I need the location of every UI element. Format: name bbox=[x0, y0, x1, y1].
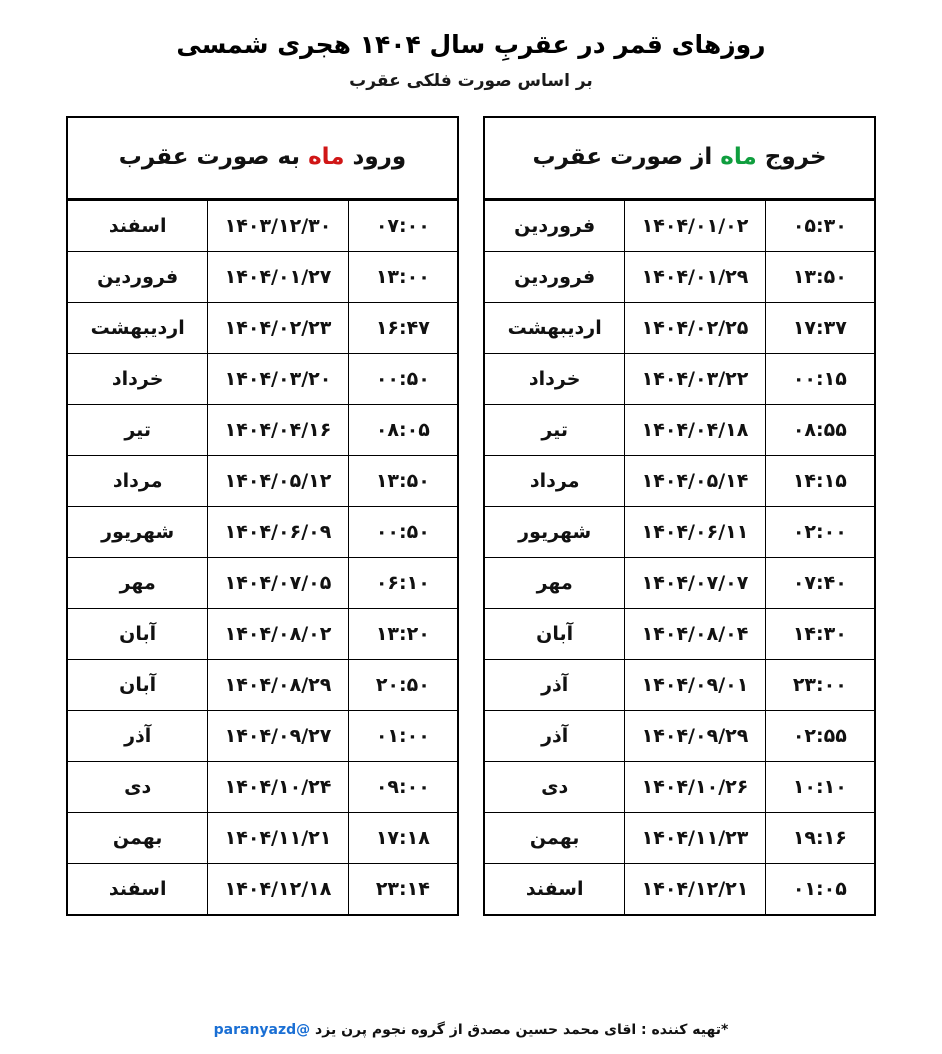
table-row bbox=[68, 812, 457, 863]
cell-date: ۱۴۰۴/۰۶/۱۱ bbox=[625, 506, 765, 557]
table-row bbox=[485, 251, 874, 302]
cell-month: بهمن bbox=[68, 812, 208, 863]
entry-table-block bbox=[66, 116, 459, 916]
cell-month: مرداد bbox=[68, 455, 208, 506]
table-row bbox=[485, 302, 874, 353]
cell-date: ۱۴۰۴/۰۲/۲۳ bbox=[208, 302, 348, 353]
cell-date: ۱۴۰۴/۱۰/۲۴ bbox=[208, 761, 348, 812]
cell-date: ۱۴۰۴/۰۷/۰۵ bbox=[208, 557, 348, 608]
cell-date: ۱۴۰۴/۱۲/۲۱ bbox=[625, 863, 765, 914]
cell-date: ۱۴۰۴/۰۶/۰۹ bbox=[208, 506, 348, 557]
cell-time: ۰۸:۵۵ bbox=[765, 404, 874, 455]
cell-time: ۱۴:۳۰ bbox=[765, 608, 874, 659]
cell-month: شهریور bbox=[68, 506, 208, 557]
table-row bbox=[485, 863, 874, 914]
table-row bbox=[68, 200, 457, 251]
cell-month: آبان bbox=[68, 608, 208, 659]
exit-heading-prefix: خروج bbox=[756, 144, 827, 170]
entry-heading-prefix: ورود bbox=[344, 144, 407, 170]
cell-month: مرداد bbox=[485, 455, 625, 506]
cell-time: ۱۷:۳۷ bbox=[765, 302, 874, 353]
cell-month: اردیبهشت bbox=[68, 302, 208, 353]
exit-table bbox=[485, 200, 874, 914]
cell-date: ۱۴۰۴/۰۹/۰۱ bbox=[625, 659, 765, 710]
exit-heading-suffix: از صورت عقرب bbox=[532, 144, 721, 170]
cell-date: ۱۴۰۴/۰۲/۲۵ bbox=[625, 302, 765, 353]
table-row bbox=[485, 404, 874, 455]
cell-time: ۲۳:۱۴ bbox=[348, 863, 457, 914]
cell-time: ۱۶:۴۷ bbox=[348, 302, 457, 353]
cell-date: ۱۴۰۴/۰۳/۲۲ bbox=[625, 353, 765, 404]
cell-time: ۰۰:۵۰ bbox=[348, 353, 457, 404]
cell-date: ۱۴۰۴/۰۸/۰۲ bbox=[208, 608, 348, 659]
cell-month: تیر bbox=[485, 404, 625, 455]
cell-month: اسفند bbox=[68, 200, 208, 251]
cell-date: ۱۴۰۴/۱۰/۲۶ bbox=[625, 761, 765, 812]
cell-date: ۱۴۰۴/۰۱/۰۲ bbox=[625, 200, 765, 251]
cell-date: ۱۴۰۴/۱۲/۱۸ bbox=[208, 863, 348, 914]
cell-date: ۱۴۰۴/۰۹/۲۷ bbox=[208, 710, 348, 761]
table-row bbox=[485, 710, 874, 761]
cell-month: آذر bbox=[485, 659, 625, 710]
cell-time: ۱۷:۱۸ bbox=[348, 812, 457, 863]
cell-time: ۰۷:۴۰ bbox=[765, 557, 874, 608]
cell-time: ۱۳:۰۰ bbox=[348, 251, 457, 302]
table-row bbox=[485, 812, 874, 863]
cell-month: اردیبهشت bbox=[485, 302, 625, 353]
table-row bbox=[68, 353, 457, 404]
cell-date: ۱۴۰۴/۰۱/۲۹ bbox=[625, 251, 765, 302]
cell-time: ۰۱:۰۰ bbox=[348, 710, 457, 761]
table-row bbox=[68, 404, 457, 455]
cell-date: ۱۴۰۴/۰۷/۰۷ bbox=[625, 557, 765, 608]
cell-time: ۰۲:۵۵ bbox=[765, 710, 874, 761]
table-row bbox=[68, 557, 457, 608]
entry-heading-suffix: به صورت عقرب bbox=[118, 144, 309, 170]
cell-month: خرداد bbox=[68, 353, 208, 404]
cell-month: اسفند bbox=[485, 863, 625, 914]
table-row bbox=[485, 659, 874, 710]
exit-table-body bbox=[485, 200, 874, 914]
table-row bbox=[68, 863, 457, 914]
page-title: روزهای قمر در عقربِ سال ۱۴۰۴ هجری شمسی bbox=[176, 30, 766, 59]
cell-time: ۰۹:۰۰ bbox=[348, 761, 457, 812]
exit-table-heading bbox=[485, 118, 874, 200]
entry-table-body bbox=[68, 200, 457, 914]
table-row bbox=[68, 761, 457, 812]
page-subtitle: بر اساس صورت فلکی عقرب bbox=[349, 71, 593, 91]
cell-date: ۱۴۰۴/۰۵/۱۲ bbox=[208, 455, 348, 506]
cell-time: ۰۰:۱۵ bbox=[765, 353, 874, 404]
cell-time: ۲۰:۵۰ bbox=[348, 659, 457, 710]
cell-time: ۰۲:۰۰ bbox=[765, 506, 874, 557]
cell-date: ۱۴۰۴/۰۵/۱۴ bbox=[625, 455, 765, 506]
footer-handle[interactable]: @paranyazd bbox=[213, 1022, 311, 1038]
cell-month: تیر bbox=[68, 404, 208, 455]
cell-time: ۰۵:۳۰ bbox=[765, 200, 874, 251]
cell-month: دی bbox=[485, 761, 625, 812]
cell-month: اسفند bbox=[68, 863, 208, 914]
cell-time: ۱۰:۱۰ bbox=[765, 761, 874, 812]
cell-time: ۱۹:۱۶ bbox=[765, 812, 874, 863]
cell-time: ۱۳:۲۰ bbox=[348, 608, 457, 659]
table-row bbox=[68, 455, 457, 506]
footer-credit: *تهیه کننده : اقای محمد حسین مصدق از گروه نجوم پرن یزد bbox=[315, 1022, 729, 1038]
table-row bbox=[68, 608, 457, 659]
cell-time: ۱۳:۵۰ bbox=[348, 455, 457, 506]
cell-date: ۱۴۰۴/۰۳/۲۰ bbox=[208, 353, 348, 404]
cell-month: بهمن bbox=[485, 812, 625, 863]
cell-time: ۲۳:۰۰ bbox=[765, 659, 874, 710]
table-row bbox=[485, 506, 874, 557]
document-page bbox=[0, 30, 942, 1054]
cell-time: ۱۳:۵۰ bbox=[765, 251, 874, 302]
cell-month: فروردین bbox=[68, 251, 208, 302]
cell-time: ۰۰:۵۰ bbox=[348, 506, 457, 557]
cell-date: ۱۴۰۴/۰۸/۰۴ bbox=[625, 608, 765, 659]
cell-month: آبان bbox=[68, 659, 208, 710]
table-row bbox=[485, 557, 874, 608]
cell-month: شهریور bbox=[485, 506, 625, 557]
table-row bbox=[68, 506, 457, 557]
table-row bbox=[68, 302, 457, 353]
cell-month: خرداد bbox=[485, 353, 625, 404]
cell-month: فروردین bbox=[485, 251, 625, 302]
cell-month: آذر bbox=[68, 710, 208, 761]
cell-date: ۱۴۰۴/۰۱/۲۷ bbox=[208, 251, 348, 302]
cell-month: فروردین bbox=[485, 200, 625, 251]
entry-table-heading bbox=[68, 118, 457, 200]
cell-date: ۱۴۰۴/۰۹/۲۹ bbox=[625, 710, 765, 761]
cell-date: ۱۴۰۴/۰۴/۱۸ bbox=[625, 404, 765, 455]
table-row bbox=[485, 761, 874, 812]
cell-date: ۱۴۰۳/۱۲/۳۰ bbox=[208, 200, 348, 251]
table-row bbox=[68, 659, 457, 710]
entry-heading-accent: ماه bbox=[308, 144, 345, 170]
cell-month: مهر bbox=[485, 557, 625, 608]
cell-date: ۱۴۰۴/۱۱/۲۱ bbox=[208, 812, 348, 863]
cell-time: ۰۱:۰۵ bbox=[765, 863, 874, 914]
table-row bbox=[485, 455, 874, 506]
cell-month: مهر bbox=[68, 557, 208, 608]
cell-date: ۱۴۰۴/۰۸/۲۹ bbox=[208, 659, 348, 710]
entry-table bbox=[68, 200, 457, 914]
cell-month: آذر bbox=[485, 710, 625, 761]
cell-date: ۱۴۰۴/۰۴/۱۶ bbox=[208, 404, 348, 455]
cell-month: دی bbox=[68, 761, 208, 812]
tables-container bbox=[0, 116, 942, 916]
cell-time: ۰۷:۰۰ bbox=[348, 200, 457, 251]
exit-table-block bbox=[483, 116, 876, 916]
cell-date: ۱۴۰۴/۱۱/۲۳ bbox=[625, 812, 765, 863]
table-row bbox=[485, 200, 874, 251]
table-row bbox=[68, 251, 457, 302]
table-row bbox=[485, 353, 874, 404]
table-row bbox=[485, 608, 874, 659]
cell-time: ۱۴:۱۵ bbox=[765, 455, 874, 506]
table-row bbox=[68, 710, 457, 761]
cell-month: آبان bbox=[485, 608, 625, 659]
cell-time: ۰۸:۰۵ bbox=[348, 404, 457, 455]
exit-heading-accent: ماه bbox=[720, 144, 757, 170]
footer bbox=[0, 1022, 942, 1038]
cell-time: ۰۶:۱۰ bbox=[348, 557, 457, 608]
